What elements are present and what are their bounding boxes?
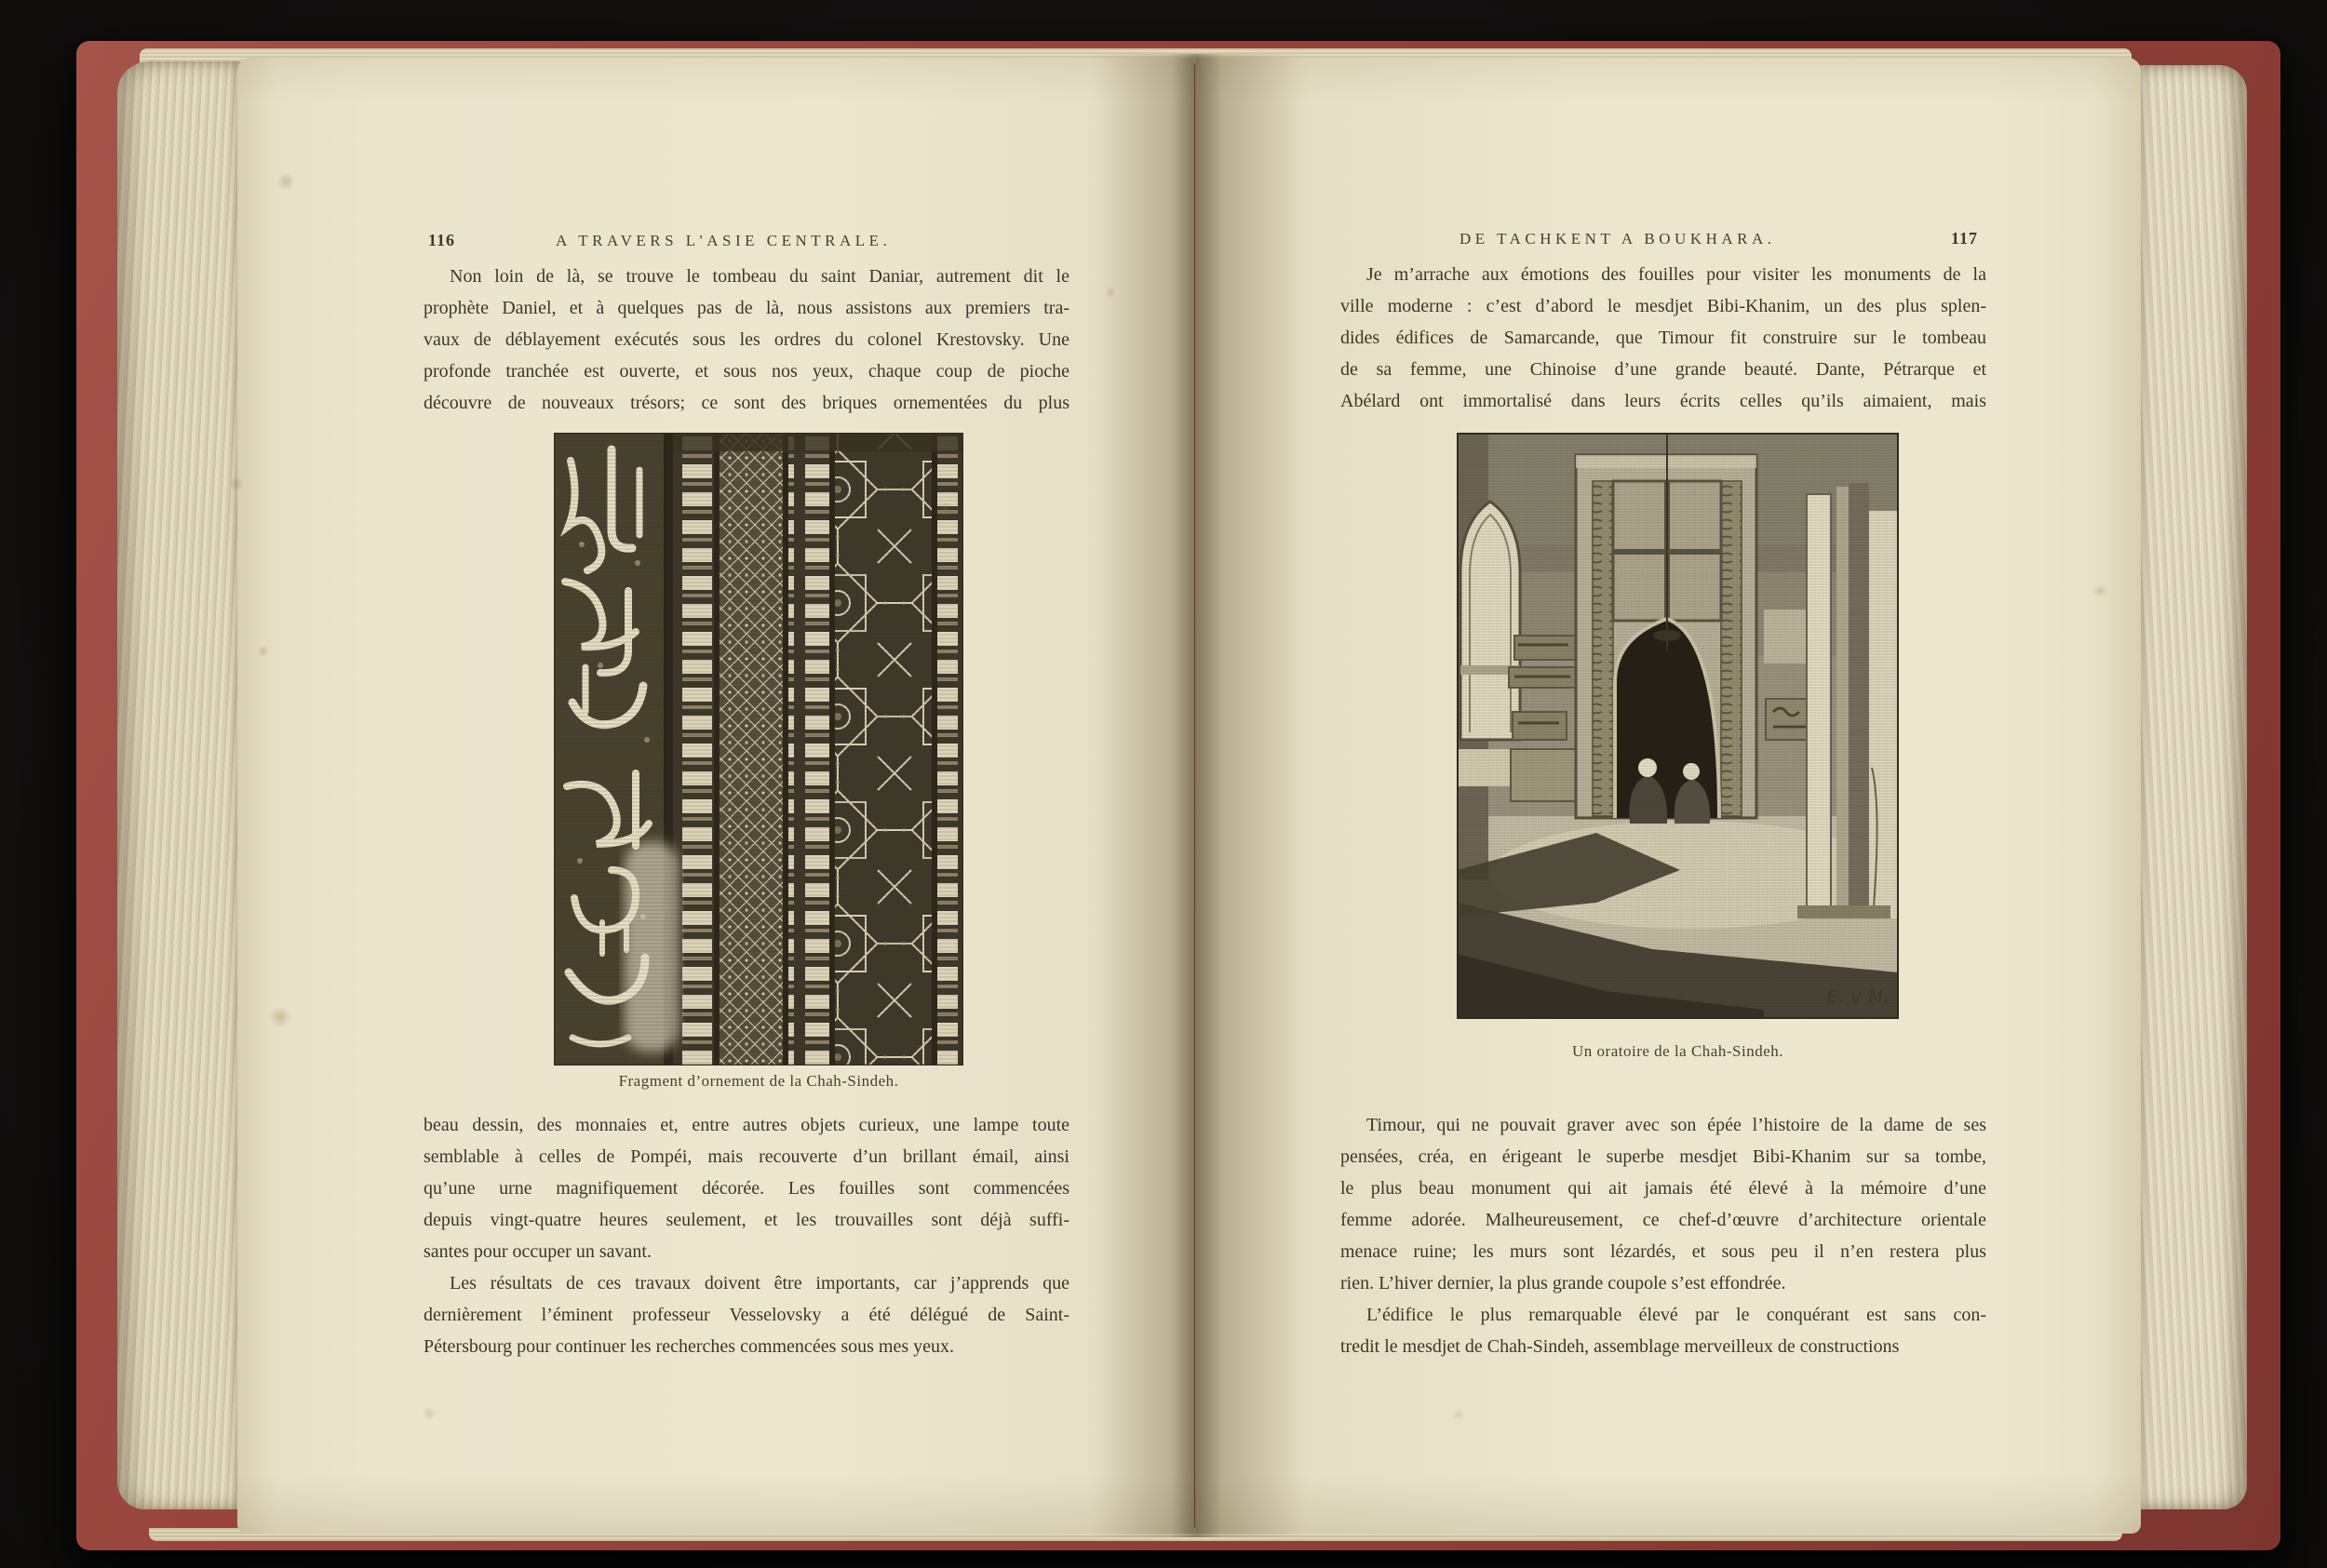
text-line: dernièrement l’éminent professeur Vesselovsky a été délégué de Saint- — [424, 1305, 1069, 1325]
text-line: dides édifices de Samarcande, que Timour fit construire sur le tombeau — [1340, 328, 1986, 348]
text-line: pensées, créa, en érigeant le superbe mesdjet Bibi-Khanim sur sa tombe, — [1340, 1146, 1986, 1167]
oratory-engraving-figure — [1457, 433, 1899, 1019]
text-line: Timour, qui ne pouvait graver avec son épée l’histoire de la dame de ses — [1366, 1115, 1986, 1135]
left-page — [237, 58, 1194, 1534]
left-paragraph-1 — [424, 261, 1069, 419]
text-line: femme adorée. Malheureusement, ce chef-d’œuvre d’architecture orientale — [1340, 1210, 1986, 1230]
text-line: menace ruine; les murs sont lézardés, et sous peu il n’en restera plus — [1340, 1241, 1986, 1262]
text-line: santes pour occuper un savant. — [424, 1241, 652, 1262]
text-line: Les résultats de ces travaux doivent être importants, car j’apprends que — [450, 1273, 1069, 1293]
right-page-number: 117 — [1951, 229, 1979, 248]
text-line: semblable à celles de Pompéi, mais recouverte d’un brillant émail, ainsi — [424, 1146, 1069, 1167]
text-line: découvre de nouveaux trésors; ce sont des briques ornementées du plus — [424, 393, 1069, 413]
right-paragraph-1 — [1340, 259, 1986, 417]
page-stack-right-edge — [2139, 65, 2247, 1509]
text-line: depuis vingt-quatre heures seulement, et les trouvailles sont déjà suffi- — [424, 1210, 1069, 1230]
ornament-engraving-image — [554, 433, 963, 1065]
ornament-engraving-figure — [554, 433, 963, 1065]
text-line: Pétersbourg pour continuer les recherches commencées sous mes yeux. — [424, 1336, 955, 1357]
right-paragraph-2 — [1340, 1109, 1986, 1362]
right-figure-caption: Un oratoire de la Chah-Sindeh. — [1572, 1042, 1783, 1060]
text-line: qu’une urne magnifiquement décorée. Les fouilles sont commencées — [424, 1178, 1069, 1199]
text-line: L’édifice le plus remarquable élevé par le conquérant est sans con- — [1366, 1305, 1986, 1325]
left-figure-caption: Fragment d’ornement de la Chah-Sindeh. — [618, 1072, 899, 1090]
page-stack-left-edge — [117, 61, 240, 1509]
left-paragraph-2 — [424, 1109, 1069, 1362]
text-line: Je m’arrache aux émotions des fouilles pour visiter les monuments de la — [1366, 264, 1986, 285]
text-line: vaux de déblayement exécutés sous les ordres du colonel Krestovsky. Une — [424, 329, 1069, 350]
text-line: ville moderne : c’est d’abord le mesdjet Bibi-Khanim, un des plus splen- — [1340, 296, 1986, 316]
right-running-head: DE TACHKENT A BOUKHARA. — [1459, 230, 1776, 248]
text-line: prophète Daniel, et à quelques pas de là, nous assistons aux premiers tra- — [424, 298, 1069, 318]
text-line: Abélard ont immortalisé dans leurs écrits celles qu’ils aimaient, mais — [1340, 391, 1986, 411]
text-line: beau dessin, des monnaies et, entre autres objets curieux, une lampe toute — [424, 1115, 1069, 1135]
right-page — [1195, 58, 2141, 1534]
text-line: de sa femme, une Chinoise d’une grande beauté. Dante, Pétrarque et — [1340, 359, 1986, 380]
text-line: Non loin de là, se trouve le tombeau du saint Daniar, autrement dit le — [450, 266, 1069, 287]
left-page-number: 116 — [428, 231, 456, 249]
oratory-engraving-image — [1457, 433, 1899, 1019]
text-line: profonde tranchée est ouverte, et sous nos yeux, chaque coup de pioche — [424, 361, 1069, 382]
left-running-head: A TRAVERS L'ASIE CENTRALE. — [556, 232, 892, 249]
text-line: tredit le mesdjet de Chah-Sindeh, assemblage merveilleux de constructions — [1340, 1336, 1900, 1357]
text-line: le plus beau monument qui ait jamais été élevé à la mémoire d’une — [1340, 1178, 1986, 1199]
text-line: rien. L’hiver dernier, la plus grande coupole s’est effondrée. — [1340, 1273, 1786, 1293]
